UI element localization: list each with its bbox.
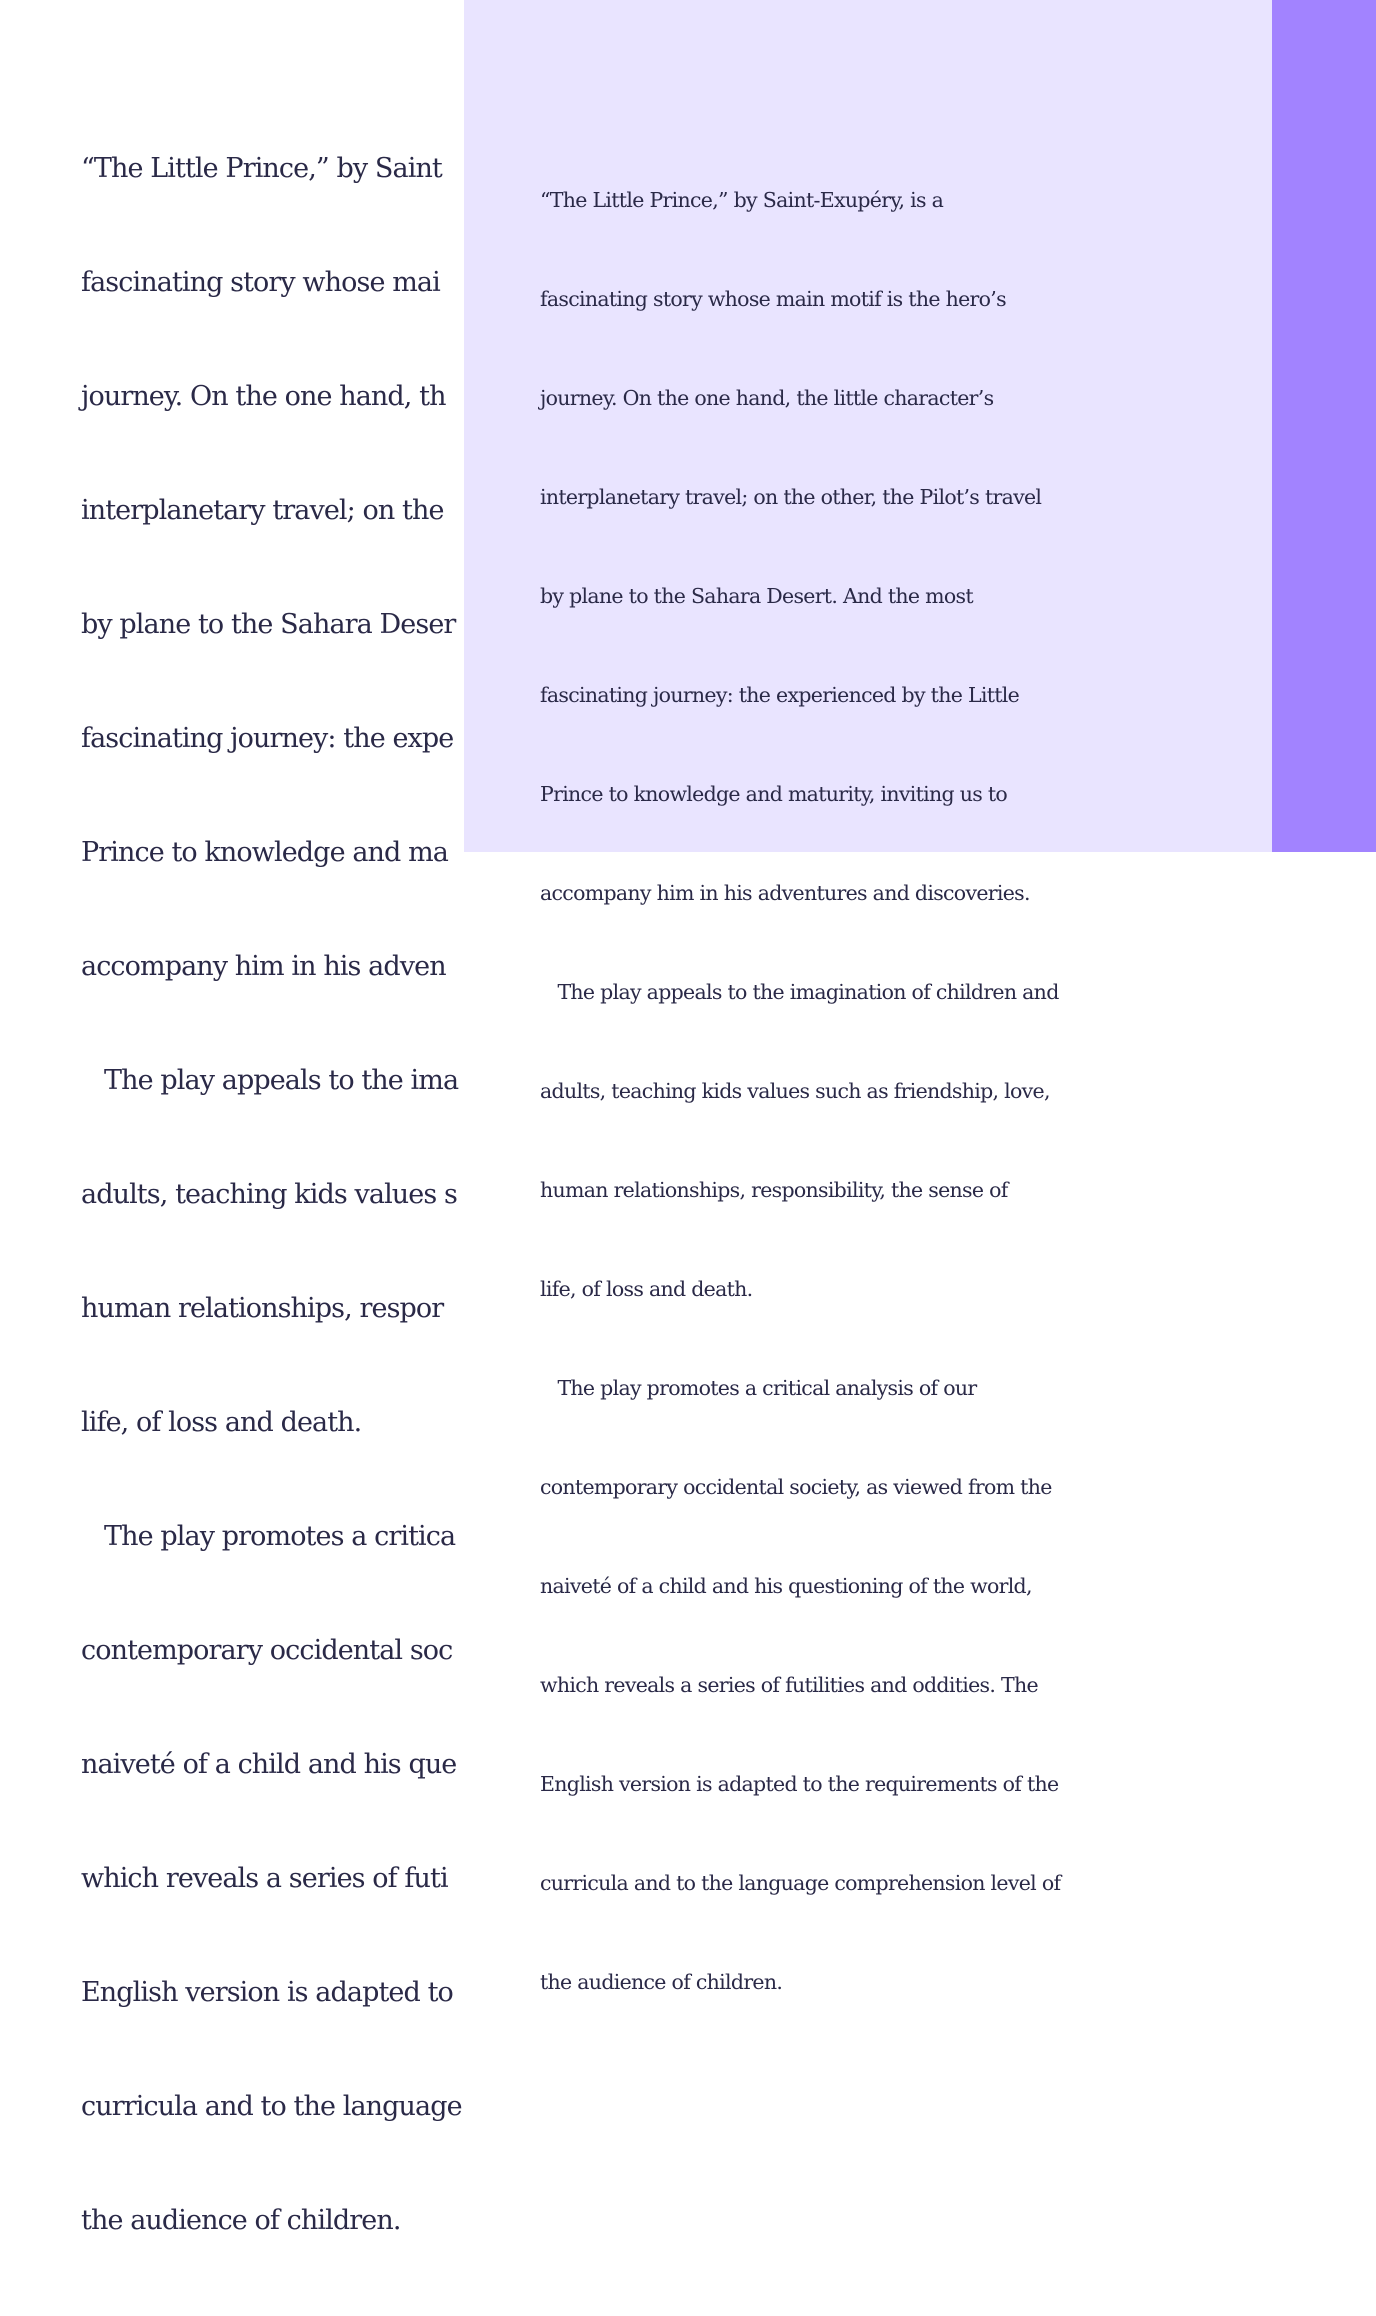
zoomed-text-line: the audience of children. — [81, 2205, 401, 2236]
zoomed-text-line: accompany him in his adven — [81, 951, 446, 982]
zoomed-text-line: interplanetary travel; on the — [81, 495, 444, 526]
zoomed-text-line: Prince to knowledge and ma — [81, 837, 448, 868]
zoomed-text-line: English version is adapted to — [81, 1977, 453, 2008]
document-text-line: which reveals a series of futilities and oddities. The — [540, 1673, 1038, 1697]
document-text-block[interactable] — [540, 118, 1180, 2065]
document-text-line: Prince to knowledge and maturity, inviting us to — [540, 782, 1008, 806]
document-text-line: fascinating journey: the experienced by the Little — [540, 683, 1020, 707]
zoomed-text-line: The play promotes a critica — [81, 1521, 456, 1552]
document-text-line: accompany him in his adventures and discoveries. — [540, 881, 1030, 905]
zoomed-text-line: life, of loss and death. — [81, 1407, 362, 1438]
zoomed-text-line: naiveté of a child and his que — [81, 1749, 457, 1780]
zoomed-text-line: “The Little Prince,” by Saint — [81, 153, 442, 184]
document-text-line: life, of loss and death. — [540, 1277, 753, 1301]
document-text-line: curricula and to the language comprehension level of — [540, 1871, 1061, 1895]
document-text-line: fascinating story whose main motif is the hero’s — [540, 287, 1006, 311]
document-text-line: English version is adapted to the requirements of the — [540, 1772, 1059, 1796]
document-text-line: The play appeals to the imagination of children and — [540, 980, 1059, 1004]
zoomed-text-line: curricula and to the language — [81, 2091, 462, 2122]
document-text-line: interplanetary travel; on the other, the Pilot’s travel — [540, 485, 1042, 509]
document-text-line: contemporary occidental society, as viewed from the — [540, 1475, 1052, 1499]
left-zoomed-preview-panel — [0, 0, 464, 2236]
zoomed-text-line: by plane to the Sahara Deser — [81, 609, 456, 640]
document-text-line: the audience of children. — [540, 1970, 783, 1994]
zoomed-text-line: adults, teaching kids values s — [81, 1179, 457, 1210]
zoomed-text-line: fascinating journey: the expe — [81, 723, 454, 754]
document-text-line: adults, teaching kids values such as friendship, love, — [540, 1079, 1050, 1103]
zoomed-text-line: fascinating story whose mai — [81, 267, 440, 298]
zoomed-text-line: journey. On the one hand, th — [81, 381, 446, 412]
zoomed-text-line: which reveals a series of futi — [81, 1863, 448, 1894]
document-text-line: The play promotes a critical analysis of our — [540, 1376, 977, 1400]
zoomed-text-line: human relationships, respor — [81, 1293, 444, 1324]
document-text-line: by plane to the Sahara Desert. And the most — [540, 584, 973, 608]
document-text-line: “The Little Prince,” by Saint-Exupéry, is a — [540, 188, 944, 212]
zoomed-text-line: The play appeals to the ima — [81, 1065, 459, 1096]
accent-side-panel — [1272, 0, 1376, 852]
document-text-line: journey. On the one hand, the little character’s — [540, 386, 994, 410]
zoomed-text-line: contemporary occidental soc — [81, 1635, 453, 1666]
document-text-line: naiveté of a child and his questioning of the world, — [540, 1574, 1032, 1598]
document-text-line: human relationships, responsibility, the sense of — [540, 1178, 1008, 1202]
